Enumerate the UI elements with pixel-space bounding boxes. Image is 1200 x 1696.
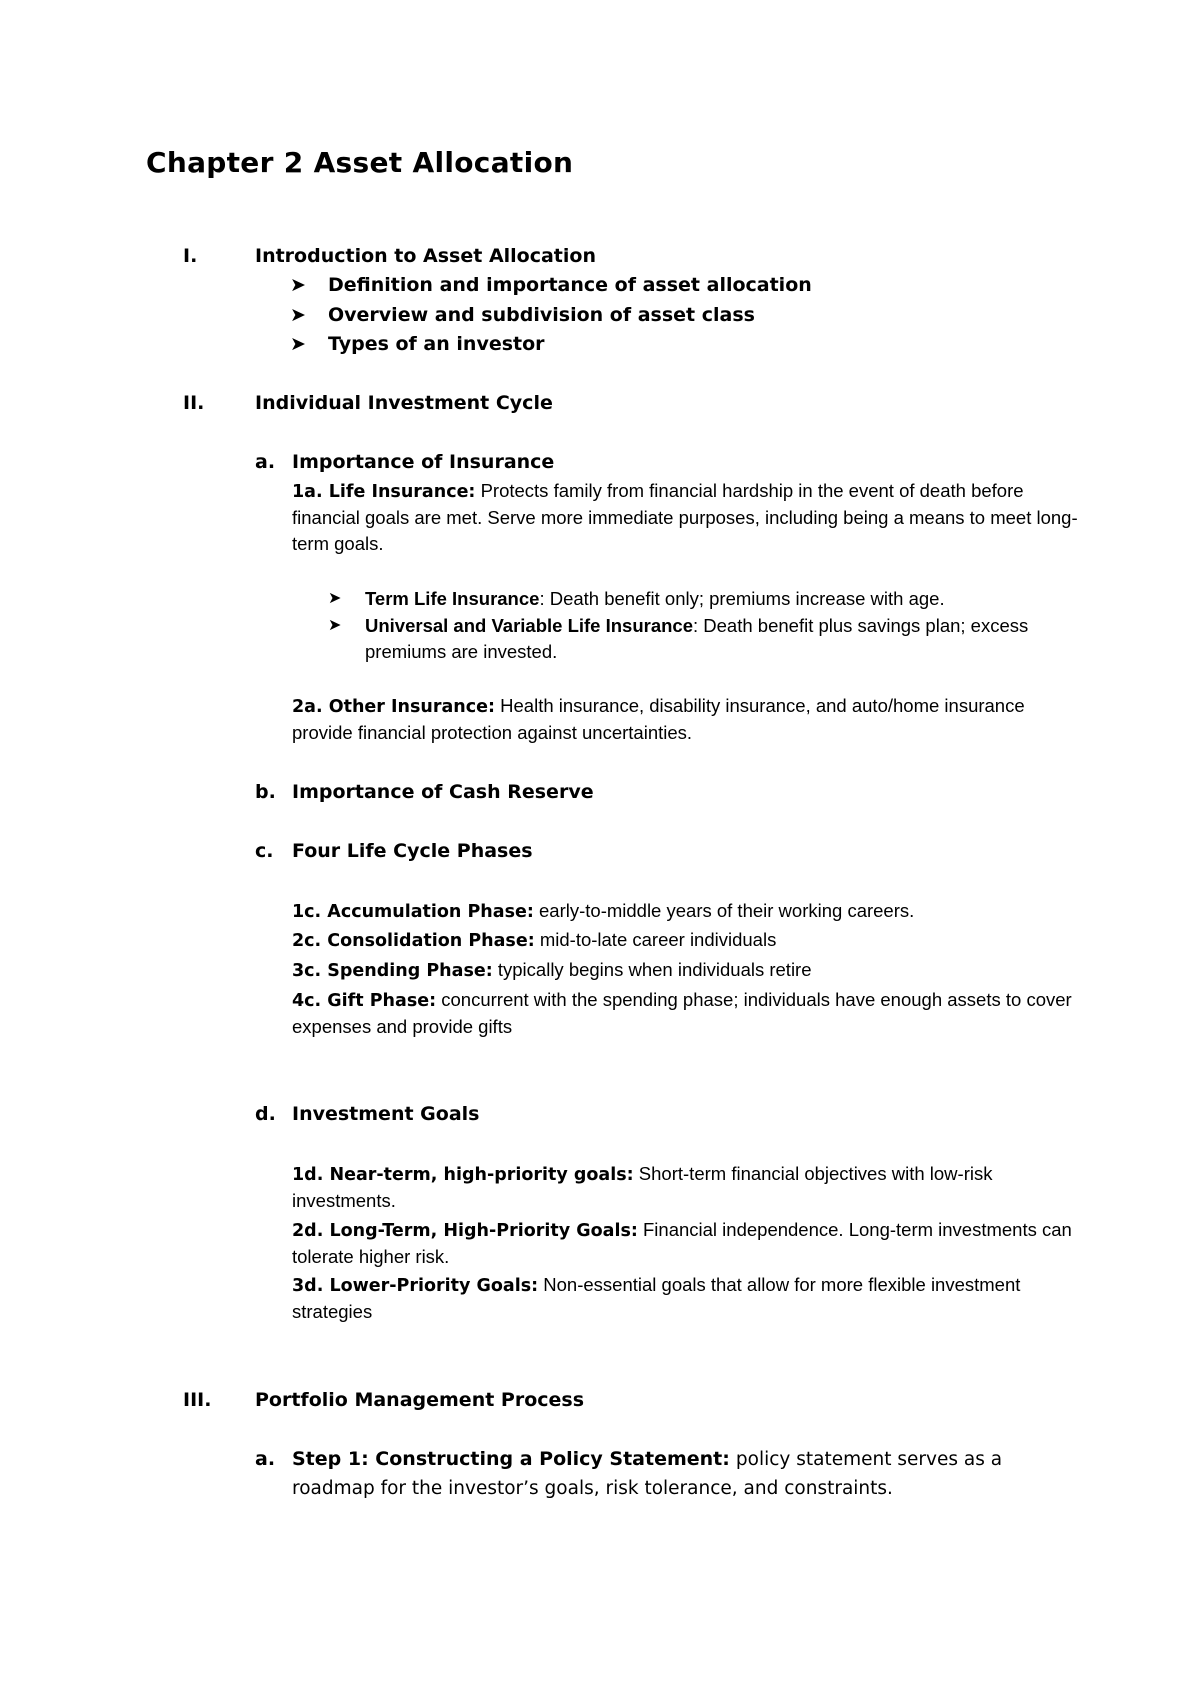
list-item: ➤ Definition and importance of asset allocation [290,274,812,296]
subsection-a-letter: a. [255,1448,276,1470]
arrow-bullet-icon: ➤ [290,304,306,326]
page-title: Chapter 2 Asset Allocation [146,146,574,179]
arrow-bullet-icon: ➤ [290,274,306,296]
subsection-c-title: Four Life Cycle Phases [292,840,533,862]
subsection-d-title: Investment Goals [292,1103,480,1125]
phase-item: 1c. Accumulation Phase: early-to-middle years of their working careers. [292,900,915,922]
arrow-bullet-icon: ➤ [290,333,306,355]
subsection-d-letter: d. [255,1103,276,1125]
section-1-title: Introduction to Asset Allocation [255,245,596,267]
goal-item: 2d. Long-Term, High-Priority Goals: Financial independence. Long-term investments can tolerate higher risk. [292,1219,1072,1267]
subsection-a-letter: a. [255,451,276,473]
phase-item: 2c. Consolidation Phase: mid-to-late career individuals [292,929,777,951]
section-2-number: II. [183,392,205,414]
life-insurance-text: Protects family from financial hardship in the event of death before financial goals are met. Serve more immediate purposes, including being a means to meet long-term goals. [292,480,1078,554]
section-1-number: I. [183,245,198,267]
life-insurance-label: 1a. Life Insurance: [292,482,476,502]
arrow-bullet-icon: ➤ [328,590,342,607]
subsection-b-title: Importance of Cash Reserve [292,781,594,803]
goal-item: 3d. Lower-Priority Goals: Non-essential goals that allow for more flexible investment strategies [292,1274,1021,1322]
step-1-label: Step 1: Constructing a Policy Statement: [292,1448,730,1470]
subsection-a-title: Importance of Insurance [292,451,555,473]
step-1-paragraph [292,1445,1082,1503]
life-insurance-paragraph [292,478,1082,557]
list-item: ➤ Overview and subdivision of asset class [290,304,755,326]
section-3-number: III. [183,1389,212,1411]
section-3-title: Portfolio Management Process [255,1389,585,1411]
list-item: ➤ Universal and Variable Life Insurance: Death benefit plus savings plan; excess premiums are invested. [328,615,1029,662]
other-insurance-text: Health insurance, disability insurance, and auto/home insurance provide financial protection against uncertainties. [292,695,1025,743]
other-insurance-label: 2a. Other Insurance: [292,697,496,717]
subsection-b-letter: b. [255,781,276,803]
subsection-c-letter: c. [255,840,274,862]
arrow-bullet-icon: ➤ [328,617,342,634]
phase-item: 4c. Gift Phase: concurrent with the spending phase; individuals have enough assets to cover expenses and provide gifts [292,989,1072,1037]
goal-item: 1d. Near-term, high-priority goals: Short-term financial objectives with low-risk investments. [292,1163,993,1211]
section-2-title: Individual Investment Cycle [255,392,553,414]
other-insurance-paragraph [292,693,1082,746]
step-1-text: policy statement serves as a roadmap for the investor’s goals, risk tolerance, and constraints. [292,1449,1003,1499]
list-item: ➤ Term Life Insurance: Death benefit only; premiums increase with age. [328,586,1068,612]
list-item: ➤ Types of an investor [290,333,545,355]
phase-item: 3c. Spending Phase: typically begins when individuals retire [292,959,812,981]
